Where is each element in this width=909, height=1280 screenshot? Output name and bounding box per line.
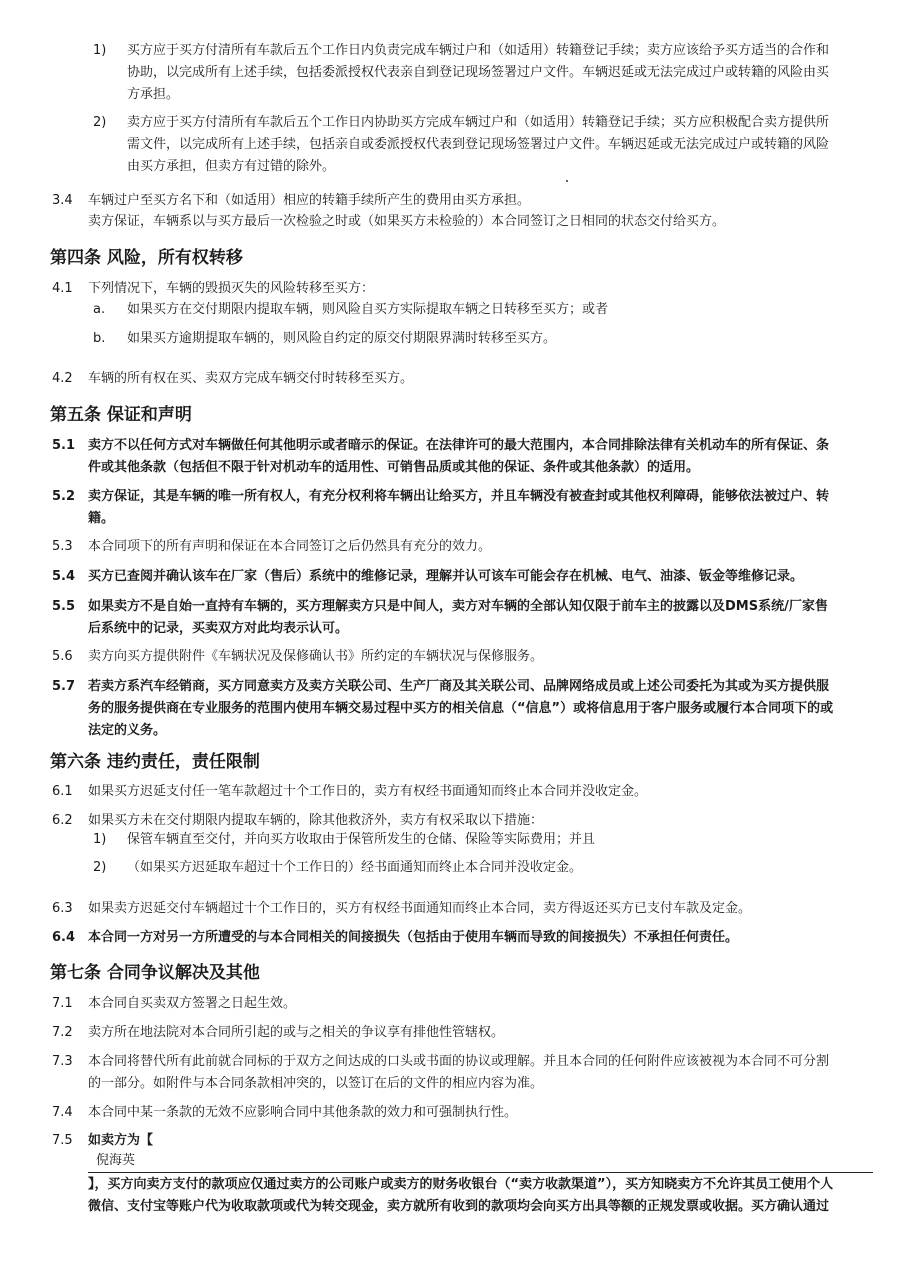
clause-number: 5.3 bbox=[52, 539, 73, 554]
fill-in-underline bbox=[88, 1172, 873, 1173]
clause-text: 下列情况下，车辆的毁损灭失的风险转移至买方： bbox=[88, 281, 375, 296]
clause-number: 7.4 bbox=[52, 1105, 73, 1120]
clause-text: 的一部分。如附件与本合同条款相冲突的，以签订在后的文件的相应内容为准。 bbox=[88, 1076, 544, 1091]
clause-number: 6.4 bbox=[52, 930, 76, 945]
clause-number: 5.7 bbox=[52, 679, 76, 694]
clause-text: 如果卖方不是自始一直持有车辆的，买方理解卖方只是中间人，卖方对车辆的全部认知仅限于前车主的披露以及DMS系统/厂家售 bbox=[88, 599, 828, 614]
item-letter: b. bbox=[93, 331, 106, 346]
clause-text: 卖方不以任何方式对车辆做任何其他明示或者暗示的保证。在法律许可的最大范围内，本合同排除法律有关机动车的所有保证、条 bbox=[88, 438, 830, 453]
clause-text: 协助，以完成所有上述手续，包括委派授权代表亲自到登记现场签署过户文件。车辆迟延或无法完成过户或转籍的风险由买 bbox=[127, 65, 830, 80]
clause-text: 卖方保证，车辆系以与买方最后一次检验之时或（如果买方未检验的）本合同签订之日相同的状态交付给买方。 bbox=[88, 214, 726, 229]
clause-text: 方承担。 bbox=[127, 87, 180, 102]
clause-text: 如果买方未在交付期限内提取车辆的，除其他救济外，卖方有权采取以下措施： bbox=[88, 813, 544, 828]
clause-number: 5.5 bbox=[52, 599, 76, 614]
article-4-heading: 第四条 风险，所有权转移 bbox=[50, 248, 243, 268]
clause-number: 5.1 bbox=[52, 438, 76, 453]
clause-text: 车辆过户至买方名下和（如适用）相应的转籍手续所产生的费用由买方承担。 bbox=[88, 193, 531, 208]
clause-text: 由买方承担，但卖方有过错的除外。 bbox=[127, 159, 336, 174]
clause-text: 本合同自买卖双方签署之日起生效。 bbox=[88, 996, 297, 1011]
clause-text: 若卖方系汽车经销商，买方同意卖方及卖方关联公司、生产厂商及其关联公司、品牌网络成员或上述公司委托为其或为买方提供服 bbox=[88, 679, 830, 694]
clause-text: 卖方保证，其是车辆的唯一所有权人，有充分权利将车辆出让给买方，并且车辆没有被查封或其他权利障碍，能够依法被过户、转 bbox=[88, 489, 830, 504]
clause-text: 如果买方迟延支付任一笔车款超过十个工作日的，卖方有权经书面通知而终止本合同并没收定金。 bbox=[88, 784, 648, 799]
clause-text: 如卖方为【 bbox=[88, 1133, 154, 1148]
clause-text: 如果买方逾期提取车辆的，则风险自约定的原交付期限界满时转移至买方。 bbox=[127, 331, 557, 346]
clause-text: 务的服务提供商在专业服务的范围内使用车辆交易过程中买方的相关信息（“信息”）或将信息用于客户服务或履行本合同项下的或 bbox=[88, 701, 834, 716]
item-number: 2) bbox=[93, 860, 107, 875]
article-7-heading: 第七条 合同争议解决及其他 bbox=[50, 963, 260, 983]
clause-number: 5.6 bbox=[52, 649, 73, 664]
clause-number: 7.1 bbox=[52, 996, 73, 1011]
clause-text: 籍。 bbox=[88, 511, 115, 526]
clause-text: 如果卖方迟延交付车辆超过十个工作日的，买方有权经书面通知而终止本合同，卖方得返还买方已支付车款及定金。 bbox=[88, 901, 752, 916]
scan-speck bbox=[566, 180, 568, 182]
clause-text: 后系统中的记录，买卖双方对此均表示认可。 bbox=[88, 621, 349, 636]
clause-text: 如果买方在交付期限内提取车辆，则风险自买方实际提取车辆之日转移至买方；或者 bbox=[127, 302, 609, 317]
clause-number: 4.2 bbox=[52, 371, 73, 386]
clause-text: 】，买方向卖方支付的款项应仅通过卖方的公司账户或卖方的财务收银台（“卖方收款渠道”），买方知晓卖方不允许其员工使用个人 bbox=[88, 1177, 834, 1192]
clause-text: 法定的义务。 bbox=[88, 723, 167, 738]
clause-text: 需文件，以完成所有上述手续，包括亲自或委派授权代表到登记现场签署过户文件。车辆迟延或无法完成过户或转籍的风险 bbox=[127, 137, 830, 152]
item-number: 1) bbox=[93, 43, 107, 58]
clause-text: 本合同一方对另一方所遭受的与本合同相关的间接损失（包括由于使用车辆而导致的间接损失）不承担任何责任。 bbox=[88, 930, 739, 945]
clause-number: 5.2 bbox=[52, 489, 76, 504]
clause-text: 本合同中某一条款的无效不应影响合同中其他条款的效力和可强制执行性。 bbox=[88, 1105, 518, 1120]
clause-text: 本合同将替代所有此前就合同标的于双方之间达成的口头或书面的协议或理解。并且本合同的任何附件应该被视为本合同不可分割 bbox=[88, 1054, 830, 1069]
clause-number: 6.3 bbox=[52, 901, 73, 916]
clause-number: 6.2 bbox=[52, 813, 73, 828]
article-5-heading: 第五条 保证和声明 bbox=[50, 405, 192, 425]
clause-text: （如果买方迟延取车超过十个工作日的）经书面通知而终止本合同并没收定金。 bbox=[127, 860, 583, 875]
clause-number: 7.5 bbox=[52, 1133, 73, 1148]
article-6-heading: 第六条 违约责任，责任限制 bbox=[50, 752, 260, 772]
clause-text: 买方已查阅并确认该车在厂家（售后）系统中的维修记录，理解并认可该车可能会存在机械、电气、油漆、钣金等维修记录。 bbox=[88, 569, 804, 584]
clause-number: 6.1 bbox=[52, 784, 73, 799]
clause-number: 7.3 bbox=[52, 1054, 73, 1069]
clause-text: 卖方应于买方付清所有车款后五个工作日内协助买方完成车辆过户和（如适用）转籍登记手续；买方应积极配合卖方提供所 bbox=[127, 115, 830, 130]
clause-text: 车辆的所有权在买、卖双方完成车辆交付时转移至买方。 bbox=[88, 371, 414, 386]
item-number: 2) bbox=[93, 115, 107, 130]
clause-text: 件或其他条款（包括但不限于针对机动车的适用性、可销售品质或其他的保证、条件或其他条款）的适用。 bbox=[88, 460, 700, 475]
clause-text: 微信、支付宝等账户代为收取款项或代为转交现金，卖方就所有收到的款项均会向买方出具等额的正规发票或收据。买方确认通过 bbox=[88, 1199, 830, 1214]
clause-text: 买方应于买方付清所有车款后五个工作日内负责完成车辆过户和（如适用）转籍登记手续；卖方应该给予买方适当的合作和 bbox=[127, 43, 830, 58]
clause-text: 卖方所在地法院对本合同所引起的或与之相关的争议享有排他性管辖权。 bbox=[88, 1025, 505, 1040]
clause-text: 本合同项下的所有声明和保证在本合同签订之后仍然具有充分的效力。 bbox=[88, 539, 492, 554]
clause-number: 7.2 bbox=[52, 1025, 73, 1040]
clause-number: 3.4 bbox=[52, 193, 73, 208]
clause-number: 4.1 bbox=[52, 281, 73, 296]
item-number: 1) bbox=[93, 832, 107, 847]
seller-name-fill: 倪海英 bbox=[96, 1153, 136, 1168]
clause-text: 卖方向买方提供附件《车辆状况及保修确认书》所约定的车辆状况与保修服务。 bbox=[88, 649, 544, 664]
item-letter: a. bbox=[93, 302, 106, 317]
clause-number: 5.4 bbox=[52, 569, 76, 584]
clause-text: 保管车辆直至交付，并向买方收取由于保管所发生的仓储、保险等实际费用；并且 bbox=[127, 832, 596, 847]
